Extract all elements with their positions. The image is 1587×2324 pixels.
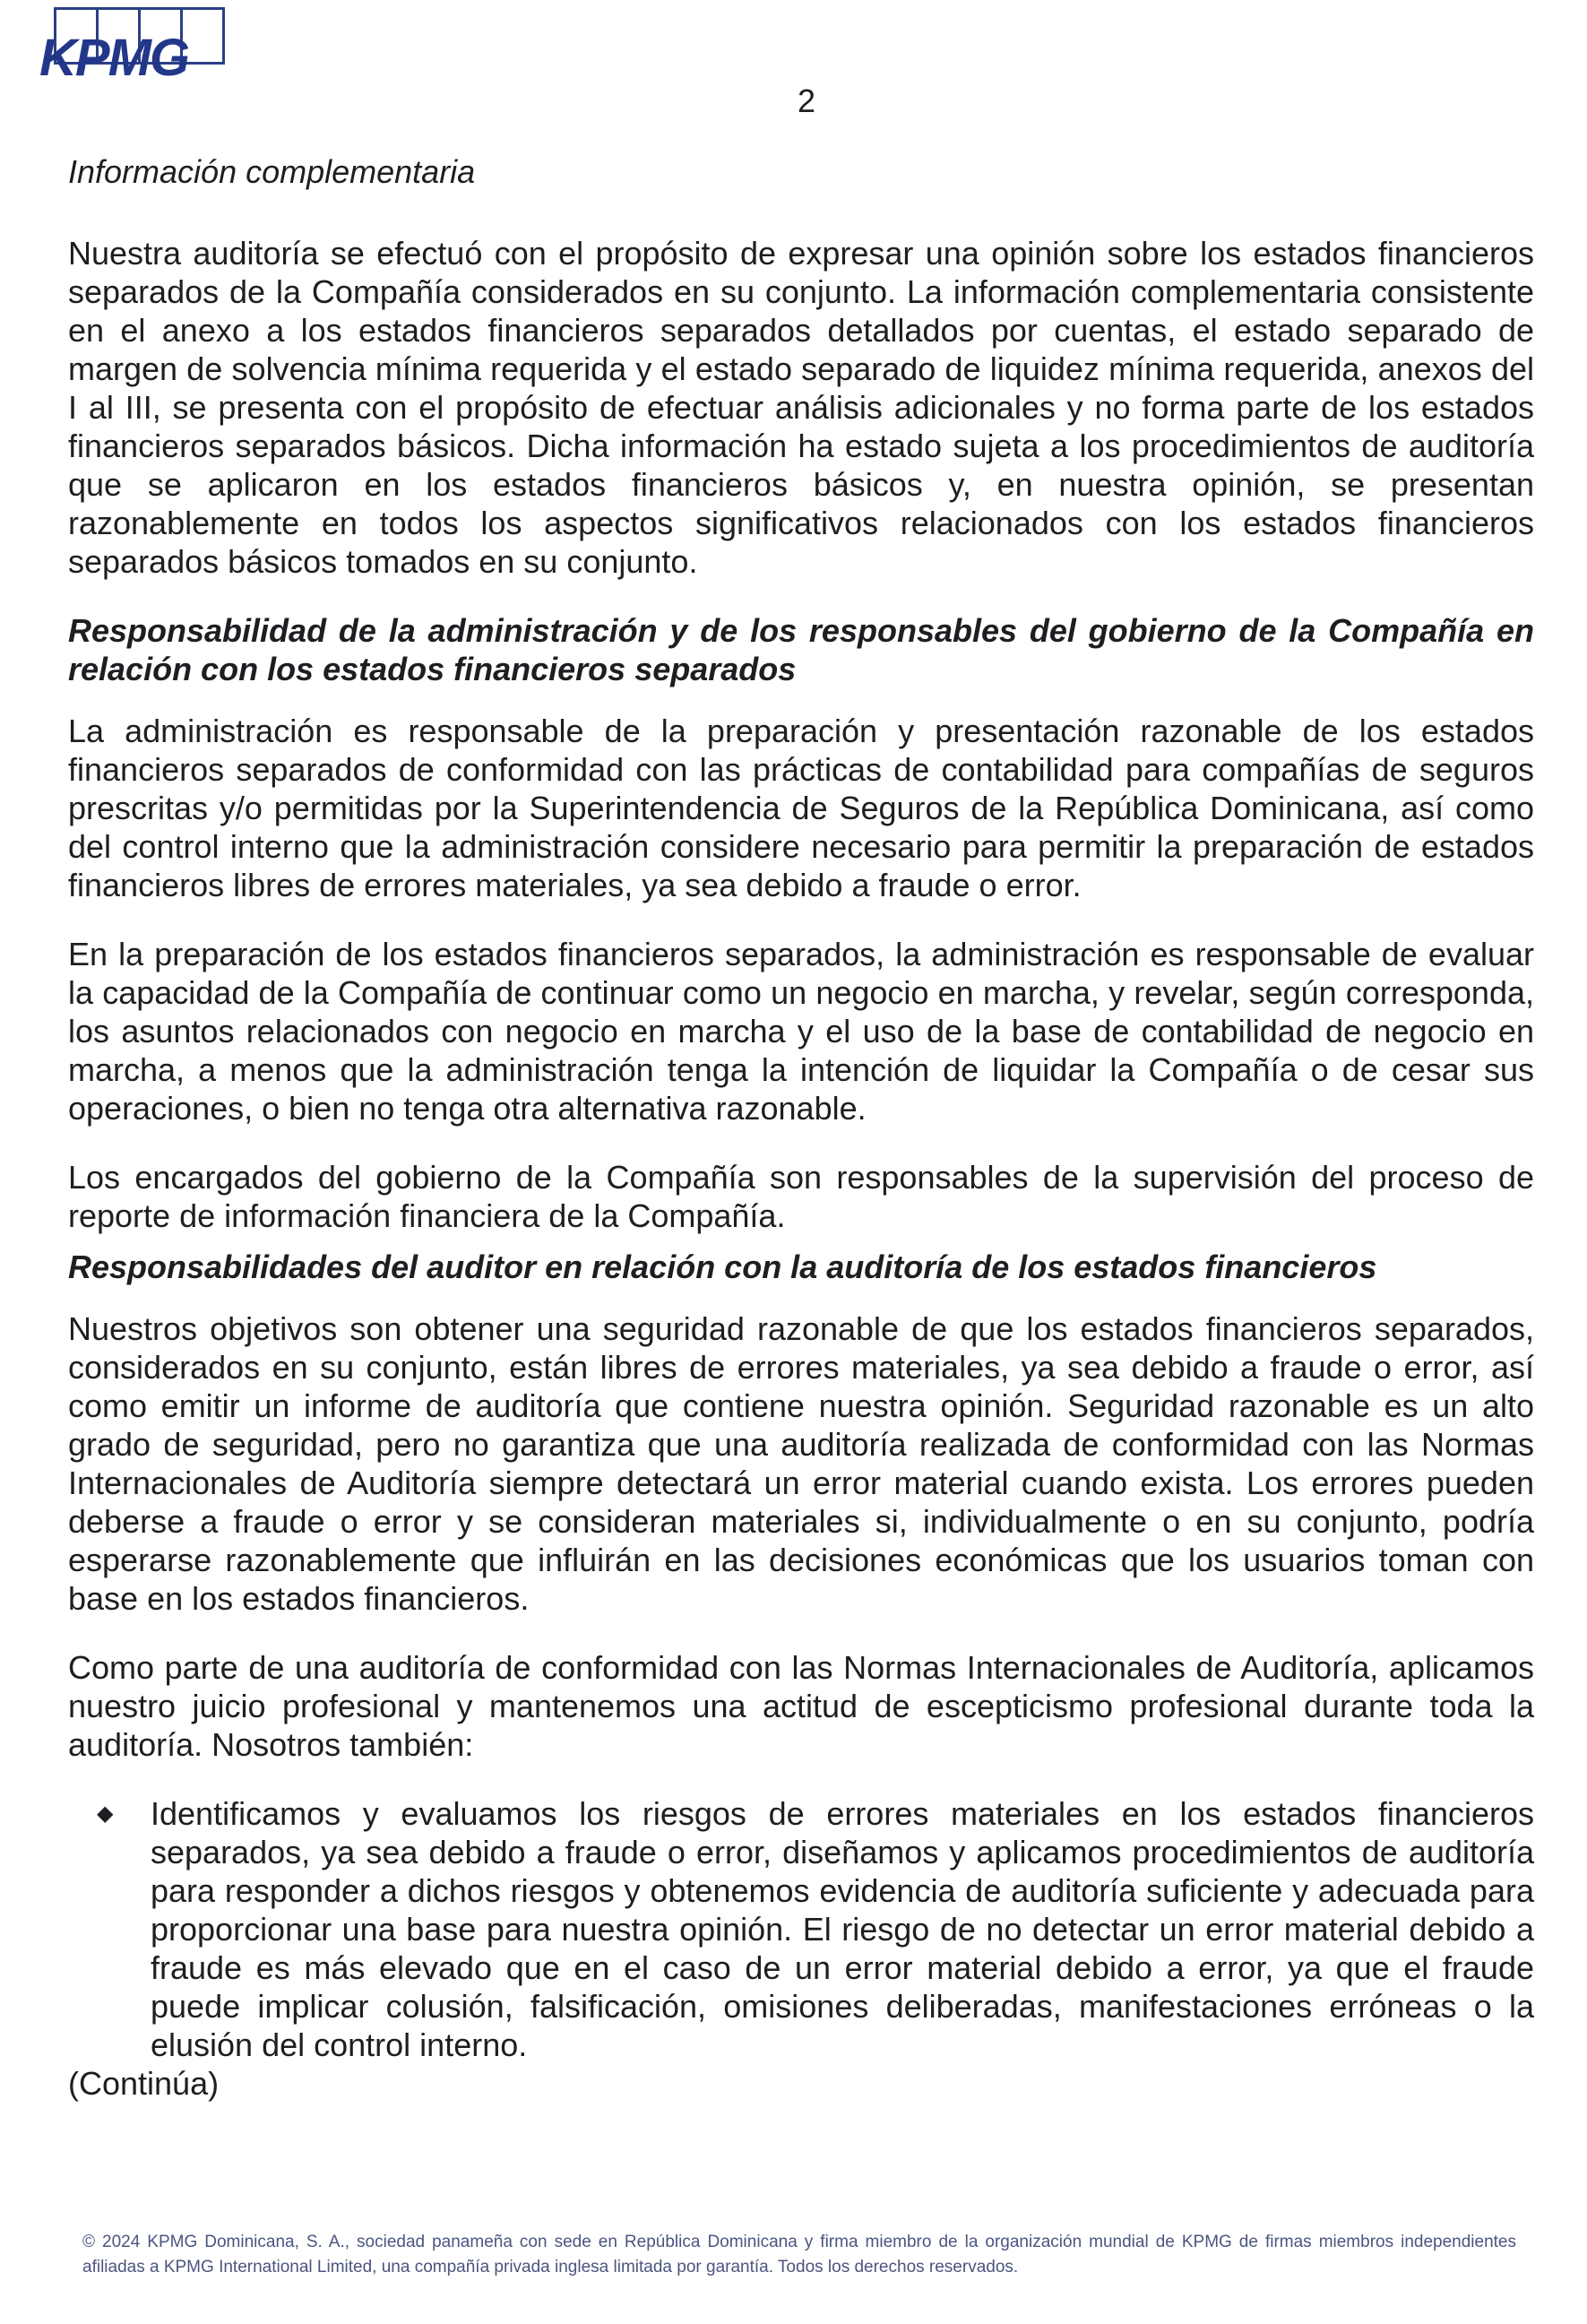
continued-label: (Continúa) <box>68 2065 220 2102</box>
logo-text: KPMG <box>39 29 188 87</box>
bullet-text: Identificamos y evaluamos los riesgos de errores materiales en los estados financieros separados, ya sea debido a fraude o error, diseñamos y aplicamos procedimientos de auditoría para responder a dichos riesgos y obtenemos evidencia de auditoría suficiente y adecuada para proporcionar una base para nuestra opinión. El riesgo de no detectar un error material debido a fraude es más elevado que en el caso de un error material debido a error, ya que el fraude puede implicar colusión, falsificación, omisiones deliberadas, manifestaciones erróneas o la elusión del control interno. <box>151 1795 1534 2063</box>
paragraph-auditor-responsibility-2: Como parte de una auditoría de conformidad con las Normas Internacionales de Auditoría, aplicamos nuestro juicio profesional y mantenemos una actitud de escepticismo profesional durante toda la auditoría. Nosotros también: <box>68 1649 1534 1763</box>
paragraph-management-responsibility-1: La administración es responsable de la preparación y presentación razonable de los estados financieros separados de conformidad con las prácticas de contabilidad para compañías de seguros prescritas y/o permitidas por la Superintendencia de Seguros de la República Dominicana, así como del control interno que la administración considere necesario para permitir la preparación de estados financieros libres de errores materiales, ya sea debido a fraude o error. <box>68 713 1534 903</box>
section-heading-auditor-responsibility: Responsabilidades del auditor en relación con la auditoría de los estados financieros <box>68 1248 1377 1285</box>
kpmg-logo <box>39 7 219 88</box>
footer-copyright: © 2024 KPMG Dominicana, S. A., sociedad panameña con sede en República Dominicana y firma miembro de la organización mundial de KPMG de firmas miembros independientes afiliadas a KPMG International Limited, una compañía privada inglesa limitada por garantía. Todos los derechos reservados. <box>82 2233 1516 2276</box>
bullet-diamond-icon: ◆ <box>97 1801 114 1826</box>
paragraph-management-responsibility-2: En la preparación de los estados financieros separados, la administración es responsable de evaluar la capacidad de la Compañía de continuar como un negocio en marcha, y revelar, según corresponda, los asuntos relacionados con negocio en marcha y el uso de la base de contabilidad de negocio en marcha, a menos que la administración tenga la intención de liquidar la Compañía o de cesar sus operaciones, o bien no tenga otra alternativa razonable. <box>68 936 1534 1127</box>
section-heading-supplementary-info: Información complementaria <box>68 153 476 190</box>
page-number: 2 <box>797 82 816 119</box>
paragraph-supplementary-info: Nuestra auditoría se efectuó con el propósito de expresar una opinión sobre los estados financieros separados de la Compañía considerados en su conjunto. La información complementaria consistente en el anexo a los estados financieros separados detallados por cuentas, el estado separado de margen de solvencia mínima requerida y el estado separado de liquidez mínima requerida, anexos del I al III, se presenta con el propósito de efectuar análisis adicionales y no forma parte de los estados financieros separados básicos. Dicha información ha estado sujeta a los procedimientos de auditoría que se aplicaron en los estados financieros básicos y, en nuestra opinión, se presentan razonablemente en todos los aspectos significativos relacionados con los estados financieros separados básicos tomados en su conjunto. <box>68 235 1534 580</box>
section-heading-management-responsibility: Responsabilidad de la administración y de los responsables del gobierno de la Compañía en relación con los estados financieros separados <box>68 612 1534 687</box>
paragraph-auditor-responsibility-1: Nuestros objetivos son obtener una seguridad razonable de que los estados financieros separados, considerados en su conjunto, están libres de errores materiales, ya sea debido a fraude o error, así como emitir un informe de auditoría que contiene nuestra opinión. Seguridad razonable es un alto grado de seguridad, pero no garantiza que una auditoría realizada de conformidad con las Normas Internacionales de Auditoría siempre detectará un error material cuando exista. Los errores pueden deberse a fraude o error y se consideran materiales si, individualmente o en su conjunto, podría esperarse razonablemente que influirán en las decisiones económicas que los usuarios toman con base en los estados financieros. <box>68 1310 1534 1617</box>
paragraph-management-responsibility-3: Los encargados del gobierno de la Compañía son responsables de la supervisión del proceso de reporte de información financiera de la Compañía. <box>68 1159 1534 1234</box>
document-body <box>68 152 1534 2103</box>
bullet-item <box>68 1794 1534 2064</box>
